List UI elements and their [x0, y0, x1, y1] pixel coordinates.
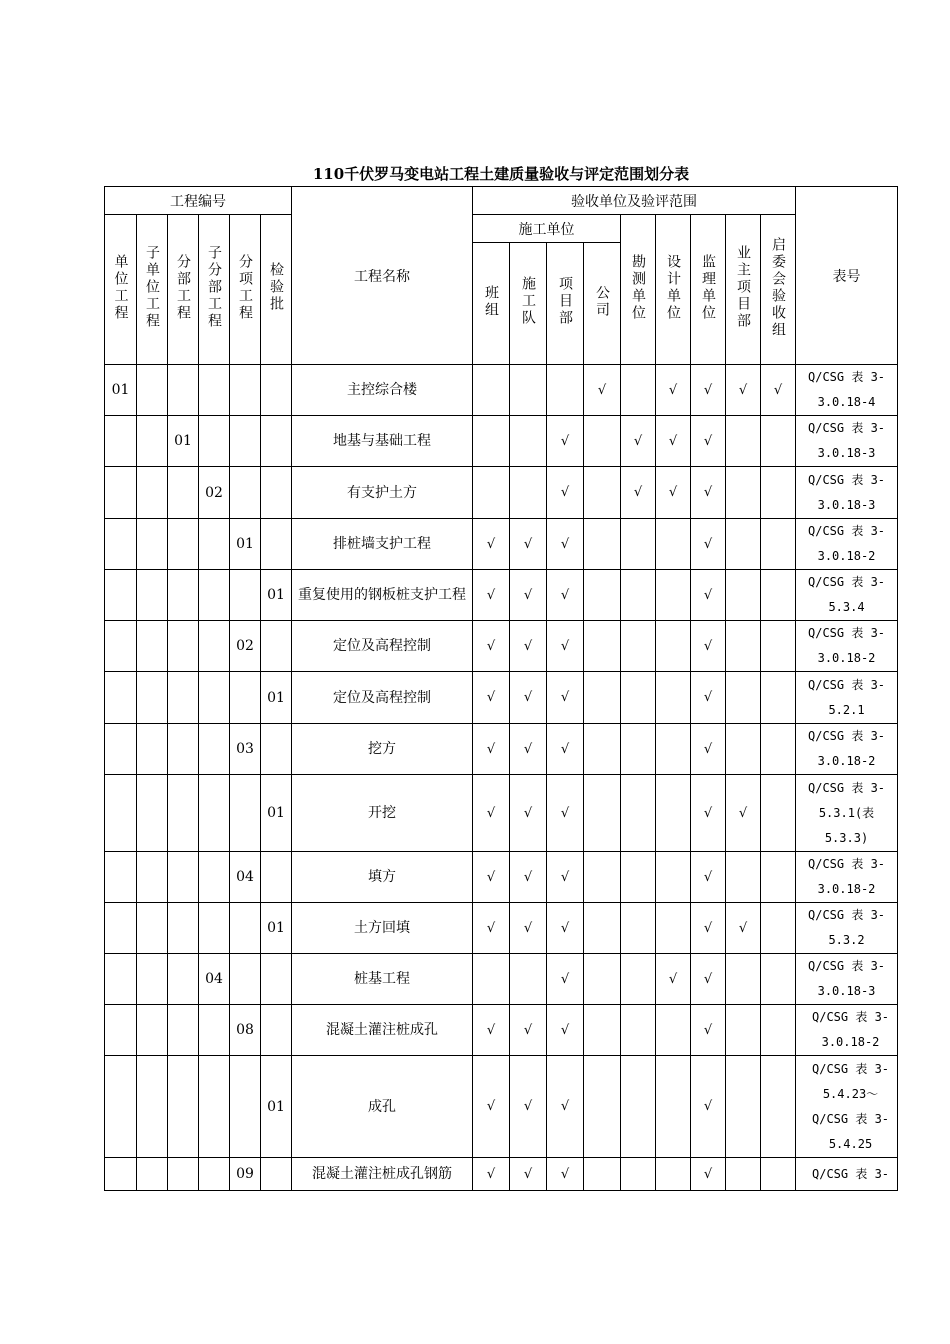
code-cell	[261, 621, 292, 672]
code-cell	[168, 570, 199, 621]
table-row	[105, 570, 898, 621]
code-cell	[199, 1158, 230, 1191]
check-mark-cell: √	[547, 1158, 584, 1191]
empty-check-cell	[726, 724, 761, 775]
code-cell	[137, 954, 168, 1005]
empty-check-cell	[761, 775, 796, 852]
code-cell	[105, 954, 137, 1005]
empty-check-cell	[621, 775, 656, 852]
empty-check-cell	[761, 852, 796, 903]
code-cell: 01	[261, 570, 292, 621]
code-cell	[168, 775, 199, 852]
project-name-cell: 桩基工程	[292, 954, 473, 1005]
code-cell	[105, 570, 137, 621]
table-row	[105, 672, 898, 724]
header-project-name: 工程名称	[292, 187, 473, 365]
table-row	[105, 954, 898, 1005]
form-number-cell: Q/CSG 表 3- 3.0.18-3	[796, 467, 898, 519]
empty-check-cell	[621, 1005, 656, 1056]
empty-check-cell	[584, 954, 621, 1005]
check-mark-cell: √	[473, 1056, 510, 1158]
empty-check-cell	[761, 724, 796, 775]
code-cell	[199, 621, 230, 672]
header-inspection-lot: 检验批	[261, 215, 292, 365]
empty-check-cell	[584, 519, 621, 570]
code-cell	[137, 570, 168, 621]
table-row	[105, 724, 898, 775]
code-cell	[137, 775, 168, 852]
empty-check-cell	[726, 1056, 761, 1158]
check-mark-cell: √	[510, 1158, 547, 1191]
project-name-cell: 混凝土灌注桩成孔钢筋	[292, 1158, 473, 1191]
form-number-cell: Q/CSG 表 3-	[796, 1158, 898, 1191]
project-name-cell: 地基与基础工程	[292, 416, 473, 467]
code-cell	[105, 775, 137, 852]
empty-check-cell	[726, 467, 761, 519]
code-cell	[105, 519, 137, 570]
empty-check-cell	[584, 852, 621, 903]
check-mark-cell: √	[547, 416, 584, 467]
code-cell	[168, 724, 199, 775]
code-cell	[105, 1056, 137, 1158]
code-cell	[137, 365, 168, 416]
empty-check-cell	[761, 570, 796, 621]
empty-check-cell	[621, 621, 656, 672]
code-cell	[137, 1005, 168, 1056]
empty-check-cell	[621, 724, 656, 775]
code-cell	[105, 903, 137, 954]
code-cell	[168, 1056, 199, 1158]
empty-check-cell	[584, 672, 621, 724]
empty-check-cell	[761, 519, 796, 570]
check-mark-cell: √	[510, 1005, 547, 1056]
code-cell	[137, 724, 168, 775]
empty-check-cell	[656, 775, 691, 852]
code-cell	[199, 416, 230, 467]
check-mark-cell: √	[691, 724, 726, 775]
empty-check-cell	[761, 954, 796, 1005]
empty-check-cell	[656, 570, 691, 621]
check-mark-cell: √	[547, 570, 584, 621]
check-mark-cell: √	[510, 852, 547, 903]
table-row	[105, 416, 898, 467]
form-number-cell: Q/CSG 表 3- 5.2.1	[796, 672, 898, 724]
empty-check-cell	[761, 467, 796, 519]
check-mark-cell: √	[510, 903, 547, 954]
code-cell	[105, 852, 137, 903]
empty-check-cell	[761, 1158, 796, 1191]
check-mark-cell: √	[473, 672, 510, 724]
code-cell	[105, 672, 137, 724]
form-number-cell: Q/CSG 表 3- 5.3.4	[796, 570, 898, 621]
project-name-cell: 混凝土灌注桩成孔	[292, 1005, 473, 1056]
empty-check-cell	[726, 852, 761, 903]
project-name-cell: 定位及高程控制	[292, 621, 473, 672]
check-mark-cell: √	[691, 1056, 726, 1158]
check-mark-cell: √	[547, 903, 584, 954]
code-cell	[137, 621, 168, 672]
code-cell: 02	[230, 621, 261, 672]
check-mark-cell: √	[473, 1005, 510, 1056]
empty-check-cell	[726, 519, 761, 570]
code-cell	[230, 570, 261, 621]
code-cell: 01	[230, 519, 261, 570]
empty-check-cell	[726, 1158, 761, 1191]
check-mark-cell: √	[691, 570, 726, 621]
code-cell	[105, 724, 137, 775]
check-mark-cell: √	[691, 621, 726, 672]
empty-check-cell	[656, 1005, 691, 1056]
code-cell: 03	[230, 724, 261, 775]
project-name-cell: 挖方	[292, 724, 473, 775]
code-cell	[261, 519, 292, 570]
check-mark-cell: √	[691, 1158, 726, 1191]
check-mark-cell: √	[584, 365, 621, 416]
empty-check-cell	[621, 903, 656, 954]
project-name-cell: 定位及高程控制	[292, 672, 473, 724]
code-cell	[199, 1005, 230, 1056]
code-cell	[230, 467, 261, 519]
empty-check-cell	[473, 467, 510, 519]
empty-check-cell	[584, 467, 621, 519]
header-crew: 施工队	[510, 243, 547, 365]
header-sub-unit-project: 子单位工程	[137, 215, 168, 365]
code-cell	[199, 775, 230, 852]
code-cell	[199, 903, 230, 954]
code-cell	[261, 724, 292, 775]
empty-check-cell	[621, 852, 656, 903]
inspection-scope-table	[104, 186, 898, 1191]
check-mark-cell: √	[473, 775, 510, 852]
check-mark-cell: √	[691, 852, 726, 903]
code-cell	[230, 775, 261, 852]
code-cell	[105, 416, 137, 467]
form-number-cell: Q/CSG 表 3- 3.0.18-3	[796, 416, 898, 467]
code-cell	[230, 903, 261, 954]
check-mark-cell: √	[621, 416, 656, 467]
code-cell: 01	[168, 416, 199, 467]
code-cell	[168, 852, 199, 903]
empty-check-cell	[656, 1158, 691, 1191]
header-team: 班组	[473, 243, 510, 365]
check-mark-cell: √	[510, 570, 547, 621]
empty-check-cell	[584, 903, 621, 954]
table-row	[105, 775, 898, 852]
table-row	[105, 519, 898, 570]
empty-check-cell	[584, 1158, 621, 1191]
empty-check-cell	[584, 1056, 621, 1158]
code-cell	[168, 467, 199, 519]
empty-check-cell	[510, 467, 547, 519]
form-number-cell: Q/CSG 表 3- 3.0.18-2	[796, 1005, 898, 1056]
check-mark-cell: √	[547, 621, 584, 672]
form-number-cell: Q/CSG 表 3- 3.0.18-2	[796, 519, 898, 570]
empty-check-cell	[726, 954, 761, 1005]
check-mark-cell: √	[691, 775, 726, 852]
header-sub-division: 子分部工程	[199, 215, 230, 365]
code-cell	[199, 672, 230, 724]
code-cell	[137, 1158, 168, 1191]
project-name-cell: 成孔	[292, 1056, 473, 1158]
check-mark-cell: √	[510, 672, 547, 724]
code-cell	[105, 1005, 137, 1056]
code-cell	[137, 852, 168, 903]
empty-check-cell	[473, 365, 510, 416]
empty-check-cell	[584, 621, 621, 672]
check-mark-cell: √	[510, 1056, 547, 1158]
check-mark-cell: √	[473, 621, 510, 672]
empty-check-cell	[761, 903, 796, 954]
empty-check-cell	[621, 365, 656, 416]
code-cell: 01	[261, 1056, 292, 1158]
check-mark-cell: √	[656, 467, 691, 519]
empty-check-cell	[761, 1005, 796, 1056]
code-cell	[168, 1005, 199, 1056]
check-mark-cell: √	[510, 724, 547, 775]
header-design-unit: 设计单位	[656, 215, 691, 365]
code-cell	[261, 416, 292, 467]
header-commissioning-group: 启委会验收组	[761, 215, 796, 365]
code-cell: 01	[261, 672, 292, 724]
empty-check-cell	[656, 672, 691, 724]
table-row	[105, 467, 898, 519]
code-cell	[137, 519, 168, 570]
check-mark-cell: √	[547, 1005, 584, 1056]
project-name-cell: 有支护土方	[292, 467, 473, 519]
code-cell	[168, 903, 199, 954]
header-division: 分部工程	[168, 215, 199, 365]
code-cell: 02	[199, 467, 230, 519]
empty-check-cell	[726, 570, 761, 621]
check-mark-cell: √	[473, 724, 510, 775]
code-cell	[230, 416, 261, 467]
project-name-cell: 土方回填	[292, 903, 473, 954]
empty-check-cell	[473, 416, 510, 467]
code-cell	[199, 724, 230, 775]
empty-check-cell	[584, 724, 621, 775]
header-owner-dept: 业主项目部	[726, 215, 761, 365]
empty-check-cell	[584, 775, 621, 852]
empty-check-cell	[510, 954, 547, 1005]
empty-check-cell	[761, 672, 796, 724]
check-mark-cell: √	[726, 365, 761, 416]
code-cell	[261, 1005, 292, 1056]
check-mark-cell: √	[547, 852, 584, 903]
empty-check-cell	[621, 672, 656, 724]
header-item: 分项工程	[230, 215, 261, 365]
header-supervision-unit: 监理单位	[691, 215, 726, 365]
check-mark-cell: √	[473, 1158, 510, 1191]
check-mark-cell: √	[726, 903, 761, 954]
code-cell	[105, 621, 137, 672]
header-company: 公司	[584, 243, 621, 365]
code-cell	[199, 519, 230, 570]
table-title: 110千伏罗马变电站工程土建质量验收与评定范围划分表	[312, 165, 690, 183]
check-mark-cell: √	[473, 852, 510, 903]
form-number-cell: Q/CSG 表 3- 3.0.18-3	[796, 954, 898, 1005]
form-number-cell: Q/CSG 表 3- 3.0.18-4	[796, 365, 898, 416]
check-mark-cell: √	[656, 954, 691, 1005]
code-cell	[168, 621, 199, 672]
check-mark-cell: √	[547, 724, 584, 775]
code-cell	[199, 1056, 230, 1158]
code-cell: 04	[230, 852, 261, 903]
empty-check-cell	[761, 1056, 796, 1158]
check-mark-cell: √	[473, 903, 510, 954]
code-cell	[199, 570, 230, 621]
code-cell	[168, 954, 199, 1005]
code-cell	[261, 954, 292, 1005]
check-mark-cell: √	[547, 954, 584, 1005]
empty-check-cell	[621, 519, 656, 570]
table-row	[105, 1056, 898, 1158]
project-name-cell: 排桩墙支护工程	[292, 519, 473, 570]
empty-check-cell	[656, 621, 691, 672]
check-mark-cell: √	[547, 467, 584, 519]
table-row	[105, 1158, 898, 1191]
check-mark-cell: √	[473, 570, 510, 621]
code-cell	[105, 1158, 137, 1191]
empty-check-cell	[510, 365, 547, 416]
empty-check-cell	[726, 672, 761, 724]
check-mark-cell: √	[691, 519, 726, 570]
empty-check-cell	[584, 570, 621, 621]
empty-check-cell	[656, 519, 691, 570]
code-cell	[137, 1056, 168, 1158]
code-cell	[199, 365, 230, 416]
check-mark-cell: √	[726, 775, 761, 852]
check-mark-cell: √	[510, 775, 547, 852]
empty-check-cell	[473, 954, 510, 1005]
check-mark-cell: √	[473, 519, 510, 570]
check-mark-cell: √	[547, 519, 584, 570]
code-cell	[137, 672, 168, 724]
code-cell	[168, 365, 199, 416]
empty-check-cell	[726, 1005, 761, 1056]
check-mark-cell: √	[691, 416, 726, 467]
code-cell: 04	[199, 954, 230, 1005]
project-name-cell: 填方	[292, 852, 473, 903]
code-cell	[230, 672, 261, 724]
empty-check-cell	[621, 1158, 656, 1191]
empty-check-cell	[726, 416, 761, 467]
empty-check-cell	[656, 1056, 691, 1158]
check-mark-cell: √	[691, 467, 726, 519]
code-cell	[230, 954, 261, 1005]
code-cell: 08	[230, 1005, 261, 1056]
code-cell	[137, 416, 168, 467]
form-number-cell: Q/CSG 表 3- 5.3.2	[796, 903, 898, 954]
header-project-code: 工程编号	[105, 187, 292, 215]
check-mark-cell: √	[656, 416, 691, 467]
code-cell	[137, 467, 168, 519]
empty-check-cell	[761, 621, 796, 672]
header-construction-unit: 施工单位	[473, 215, 621, 243]
table-row	[105, 621, 898, 672]
empty-check-cell	[621, 1056, 656, 1158]
code-cell	[261, 852, 292, 903]
form-number-cell: Q/CSG 表 3- 3.0.18-2	[796, 621, 898, 672]
code-cell: 01	[105, 365, 137, 416]
code-cell	[168, 519, 199, 570]
code-cell	[168, 672, 199, 724]
project-name-cell: 主控综合楼	[292, 365, 473, 416]
check-mark-cell: √	[691, 365, 726, 416]
empty-check-cell	[726, 621, 761, 672]
form-number-cell: Q/CSG 表 3- 5.4.23～ Q/CSG 表 3- 5.4.25	[796, 1056, 898, 1158]
empty-check-cell	[510, 416, 547, 467]
code-cell	[168, 1158, 199, 1191]
check-mark-cell: √	[691, 1005, 726, 1056]
project-name-cell: 开挖	[292, 775, 473, 852]
code-cell: 01	[261, 903, 292, 954]
code-cell	[199, 852, 230, 903]
empty-check-cell	[656, 852, 691, 903]
empty-check-cell	[621, 570, 656, 621]
empty-check-cell	[761, 416, 796, 467]
code-cell: 01	[261, 775, 292, 852]
check-mark-cell: √	[510, 621, 547, 672]
table-row	[105, 852, 898, 903]
check-mark-cell: √	[510, 519, 547, 570]
empty-check-cell	[584, 1005, 621, 1056]
check-mark-cell: √	[691, 672, 726, 724]
table-row	[105, 365, 898, 416]
empty-check-cell	[656, 903, 691, 954]
code-cell	[137, 903, 168, 954]
empty-check-cell	[621, 954, 656, 1005]
header-unit-project: 单位工程	[105, 215, 137, 365]
code-cell: 09	[230, 1158, 261, 1191]
code-cell	[230, 1056, 261, 1158]
code-cell	[230, 365, 261, 416]
header-project-dept: 项目部	[547, 243, 584, 365]
check-mark-cell: √	[621, 467, 656, 519]
code-cell	[261, 365, 292, 416]
table-row	[105, 1005, 898, 1056]
code-cell	[261, 1158, 292, 1191]
code-cell	[105, 467, 137, 519]
form-number-cell: Q/CSG 表 3- 3.0.18-2	[796, 724, 898, 775]
form-number-cell: Q/CSG 表 3- 5.3.1(表 5.3.3)	[796, 775, 898, 852]
check-mark-cell: √	[547, 775, 584, 852]
check-mark-cell: √	[691, 954, 726, 1005]
form-number-cell: Q/CSG 表 3- 3.0.18-2	[796, 852, 898, 903]
table-row	[105, 903, 898, 954]
header-survey-unit: 勘测单位	[621, 215, 656, 365]
header-form-no: 表号	[796, 187, 898, 365]
code-cell	[261, 467, 292, 519]
check-mark-cell: √	[761, 365, 796, 416]
check-mark-cell: √	[656, 365, 691, 416]
empty-check-cell	[656, 724, 691, 775]
empty-check-cell	[584, 416, 621, 467]
check-mark-cell: √	[547, 672, 584, 724]
empty-check-cell	[547, 365, 584, 416]
check-mark-cell: √	[691, 903, 726, 954]
project-name-cell: 重复使用的钢板桩支护工程	[292, 570, 473, 621]
check-mark-cell: √	[547, 1056, 584, 1158]
header-acceptance: 验收单位及验评范围	[473, 187, 796, 215]
